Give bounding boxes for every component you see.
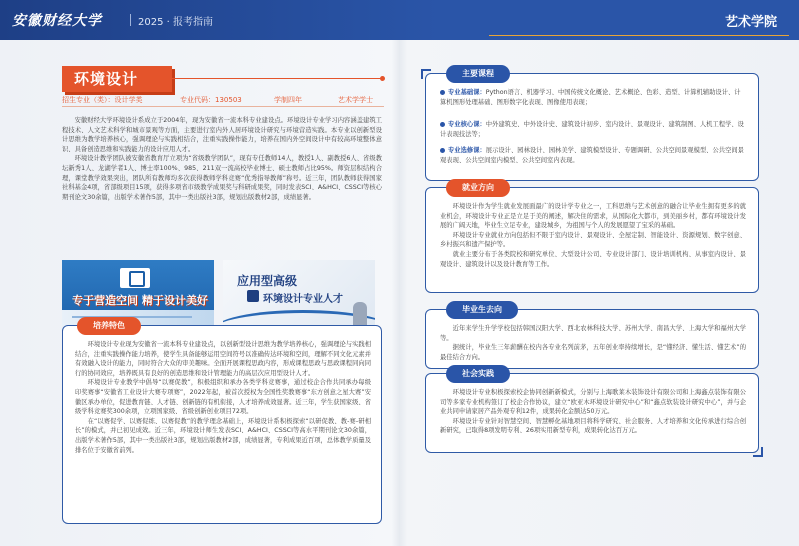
major-title: 环境设计 (62, 66, 172, 92)
graduate-body (440, 324, 746, 362)
career-paragraph: 就业主要分布于各类院校和研究单位、大型设计公司、专业设计部门、设计培训机构、从事室内设计、景观设计、建筑设计以及设计教育等工作。 (440, 250, 746, 268)
graduate-paragraph: 据统计，毕业生三年薪酬在校内各专业名列前茅，五年创业率持续增长，是“懂经济、懂生活、懂艺术”的最佳结合方向。 (440, 344, 746, 361)
meta-category: 招生专业（类）：设计学类 (62, 96, 143, 104)
bullet-icon (440, 148, 445, 153)
career-title: 就业方向 (446, 179, 510, 197)
feature-body (75, 340, 371, 455)
feature-title: 培养特色 (77, 317, 141, 335)
header-divider (130, 14, 131, 26)
course-text: 中外建筑史、中外设计史、建筑设计初步、室内设计、景观设计、建筑制图、人机工程学、设计表现技法等； (440, 121, 744, 138)
course-label: 专业基础课： (448, 89, 486, 96)
header-underline (489, 35, 789, 36)
course-row (440, 88, 744, 107)
feature-paragraph: 在“以赛促学、以赛促练、以赛促教”的教学理念基础上，环境设计系积极探索“以研促教、教-赛-研相长”的模式，并已初见成效。近三年，环境设计师生发表SCI、A&HCI、CSSCI等高水平期刊论文30余篇，出版学术著作5部，其中一类出版社3部，规划出版教材2部，成绩显著，专利成果近百项，总体教学质量及排名位于安徽省前列。 (75, 417, 371, 454)
meta-rule (62, 106, 384, 107)
meta-degree: 艺术学学士 (338, 96, 373, 104)
intro-paragraph: 环境设计教学团队被安徽省教育厅立项为“省级教学团队”，现有专任教师14人，教授1人、副教授6人、省级教坛新秀1人、龙湖学者1人、博士率100%、985、211双一流高校毕业博士、硕士教师占比95%。师资层积结构合理，课堂教学效果突出，团队所有教师均多次获得教师学科竞赛“优秀指导教师”称号。近三年，团队教师获得国家社科基金4项，省部级项目15项，获得多项省市级教学成果奖与科研成果奖，同时发表SCI、A&HCI、CSSCI等核心期刊论文30余篇，出版学术著作5部，其中一类出版社3部，规划出版教材2部，成绩显著。 (62, 155, 382, 201)
title-rule-dot (380, 76, 385, 81)
career-paragraph: 环境设计专业就业方向包括但不限于室内设计、景观设计、全屋定制、智能设计、资源规划、数字创意、乡村振兴和遗产保护等。 (440, 231, 746, 249)
promo-slogan: 专于营造空间 精于设计美好 (72, 294, 208, 307)
meta-code: 专业代码：130503 (180, 96, 242, 104)
college-name: 艺术学院 (724, 15, 777, 30)
university-logo: 安徽财经大学 (12, 13, 102, 29)
social-title: 社会实践 (446, 365, 510, 383)
social-body (440, 388, 746, 436)
dept-badge-icon (120, 268, 150, 288)
feature-card (62, 321, 382, 524)
course-row (440, 120, 744, 139)
courses-card (425, 69, 759, 181)
guide-title: 2025 · 报考指南 (138, 17, 213, 28)
career-body (440, 202, 746, 269)
graduate-paragraph: 近年来学生升学学校包括韩国汉阳大学、西北农林科技大学、苏州大学、南昌大学、上海大学和福州大学等。 (440, 325, 746, 342)
graduate-title: 毕业生去向 (446, 301, 518, 319)
meta-duration: 学制四年 (274, 96, 302, 104)
course-text: 展示设计、园林设计、园林美学、建筑模型设计、专题调研、公共空间景观模型、公共空间景观表现、公共空间室内模型、公共空间室内表现。 (440, 147, 744, 164)
social-card (425, 369, 759, 453)
bullet-icon (440, 122, 445, 127)
course-label: 专业选修课： (448, 147, 486, 154)
courses-title: 主要课程 (446, 65, 510, 83)
feature-paragraph: 环境设计专业现为安徽省一流本科专业建设点，以创新型设计思维为教学培养核心，强调理论与实践相结合，注重实践操作能力培养，使学生具备能够运用空间符号以准确传达环境和空间，理解不同文化元素并有效融入设计的能力，同时符合大众的审美趣味。全面开展课程思政内容，形成课程思政与思政课程同向同行的协同效应，培养既具有良好的创造思维和设计管理能力的高层次应用型设计人才。 (75, 341, 371, 377)
major-intro (62, 116, 382, 202)
feature-paragraph: 环境设计专业教学中倡导“以赛促教”，积极组织和承办各类学科竞赛事，通过校企合作共同承办每级印奖赛事“安徽省工业设计大赛专项赛”，2022年起，被首次授权为全国性奖教赛事“东方创意之星大赛”安徽区承办单位，促进教育链、人才链、创新链的有机衔接，人才培养成效显著。近三年，学生获国家级、省级学科竞赛奖300余项，立项国家级、省级创新创业项目72项。 (75, 379, 371, 416)
course-label: 专业核心课： (448, 121, 486, 128)
promo2-subtitle: 环境设计专业人才 (263, 290, 343, 305)
graduate-card (425, 305, 759, 369)
title-rule (172, 78, 382, 79)
course-text: Python语言、机器学习、中国传统文化概论、艺术概论、色彩、造型、计算机辅助设计、计算机图形处理基础、图形数字化表现、图像使用表现； (440, 89, 741, 106)
course-row (440, 146, 744, 165)
corner-mark (753, 447, 763, 457)
promo2-title: 应用型高级 (237, 274, 298, 288)
bullet-icon (440, 90, 445, 95)
social-paragraph: 环境设计专业针对智慧空间、智慧孵化基地项目将科学研究、社会服务、人才培养和文化传承进行综合创新研究，已取得8项发明专利、26项实用新型专利，成果转化达百万元。 (440, 417, 746, 435)
career-card (425, 183, 759, 293)
intro-paragraph: 安徽财经大学环境设计系成立于2004年，现为安徽省一流本科专业建设点。环境设计专业学习内容涵盖建筑工程技术、人文艺术科学和城市景观等方面，主要进行室内外人居环境设计研究与环境营造实践。本专业以创新型设计思维为教学培养核心，强调理论与实践相结合，注重实践操作能力，培养在国内外空间设计中有较高环境整体意识、具备创造思维和实践能力的设计应用人才。 (62, 117, 382, 153)
header-bar (0, 0, 799, 40)
social-paragraph: 环境设计专业积极探索校企协同创新新模式，分别与上海歌莱木装饰设计有限公司和上海鑫点装饰有限公司等多家专业机构签订了校企合作协议，建立“欧亚木环境设计研究中心”和“鑫点软装设计研究中心”，并与企业共同申请家居产品外观专利12件，成果转化金额达50万元。 (440, 389, 746, 416)
corner-mark (421, 69, 431, 79)
career-paragraph: 环境设计作为学生就业发展面最广的设计学专业之一，工科思维与艺术创意的融合让毕业生拥有更多的就业机会，环境设计专业正是立足于美的阐述，解决住的需求，从国际化大都市，到美丽乡村，都有环境设计发展的广阔天地，毕业生立足专业，建设城乡，为祖国与个人的发展愿望了宝采的基础。 (440, 203, 746, 230)
